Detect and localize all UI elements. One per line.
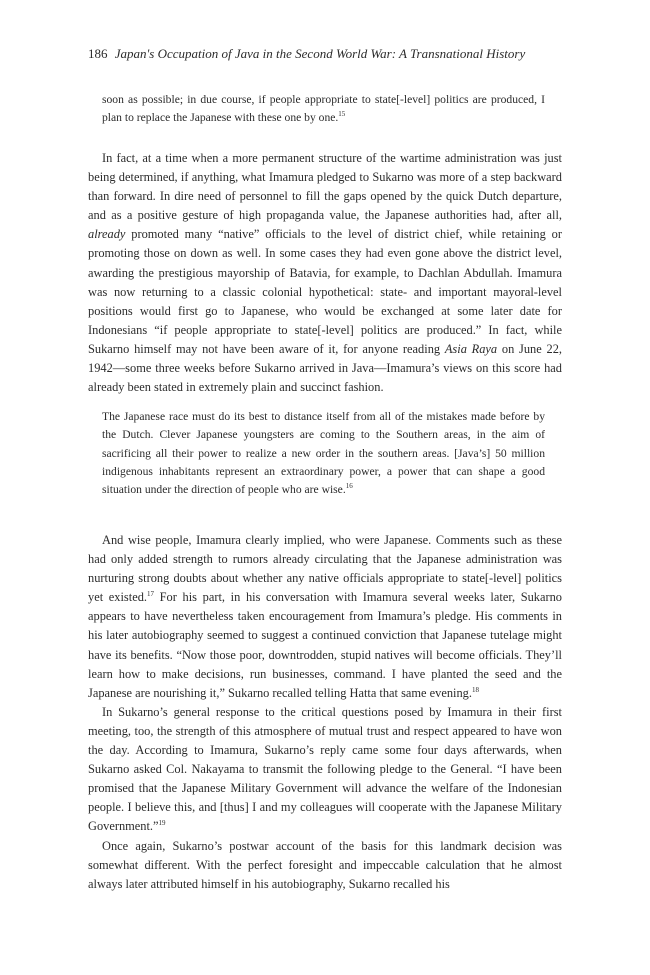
footnote-ref-19: 19 (158, 819, 166, 828)
paragraph-2 (88, 531, 562, 703)
block-quote (102, 408, 545, 499)
paragraph-4-text: Once again, Sukarno’s postwar account of the basis for this landmark decision was somewhat different. With the perfect foresight and impeccable calculation that he almost always later attributed himself in his autobiography, Sukarno recalled his (88, 838, 562, 891)
paragraph-1-text-a: In fact, at a time when a more permanent structure of the wartime administration was just being determined, if anything, what Imamura pledged to Sukarno was more of a step backward than forward. In dire need of personnel to fill the gaps opened by the quick Dutch departure, and as a positive gesture of high propaganda value, the Japanese authorities had, after all, (88, 151, 562, 223)
paragraph-4 (88, 837, 562, 894)
paragraph-1 (88, 149, 562, 397)
paragraph-1-emphasis-already: already (88, 227, 126, 242)
page-number: 186 (88, 46, 108, 61)
body-continuation (88, 531, 562, 894)
footnote-ref-18: 18 (471, 685, 479, 694)
paragraph-2-text-a: And wise people, Imamura clearly implied, who were Japanese. Comments such as these had only added strength to rumors already circulating that the Japanese administration was nurturing strong doubts about whether any native officials appropriate to state[-level] politics yet existed. (88, 533, 562, 605)
paragraph-3-text: In Sukarno’s general response to the critical questions posed by Imamura in their first meeting, too, the strength of this atmosphere of mutual trust and respect appeared to have won the day. According to Imamura, Sukarno’s reply came some four days afterwards, when Sukarno asked Col. Nakayama to transmit the following pledge to the General. “I have been promised that the Japanese Military Government will advance the welfare of the Indonesian people. I believe this, and [thus] I and my colleagues will cooperate with the Japanese Military Government.” (88, 704, 562, 834)
paragraph-1-text-b: promoted many “native” officials to the level of district chief, while retaining or promoting those on down as well. In some cases they had even gone above the district level, awarding the prestigious mayorship of Batavia, for example, to Dachlan Abdullah. Imamura was now returning to a classic colonial hypothetical: state- and important mayoral-level positions would first go to Japanese, who would be exchanged at some later date for Indonesians “if people appropriate to state[-level] politics are produced.” In fact, while Sukarno himself may not have been aware of it, for anyone reading (88, 227, 562, 356)
paragraph-1-emphasis-asia-raya: Asia Raya (444, 341, 498, 356)
block-quote-text: The Japanese race must do its best to distance itself from all of the mistakes made before by the Dutch. Clever Japanese youngsters are coming to the Southern areas, in the aim of sacrificing all their power to realize a new order in the southern areas. [Java’s] 50 million indigenous inhabitants represent an extraordinary power, a power that can shape a good situation under the direction of people who are wise. (102, 410, 545, 497)
footnote-ref-16: 16 (345, 482, 353, 491)
footnote-ref-15: 15 (338, 110, 346, 119)
quote-continuation (102, 91, 545, 128)
footnote-ref-17: 17 (147, 590, 154, 599)
book-title: Japan's Occupation of Java in the Second World War: A Transnational History (114, 46, 526, 61)
running-head (88, 46, 568, 62)
quote-continuation-text: soon as possible; in due course, if people appropriate to state[-level] politics are produced, I plan to replace the Japanese with these one by one. (102, 93, 545, 125)
paragraph-3 (88, 703, 562, 837)
paragraph-2-text-b: For his part, in his conversation with Imamura several weeks later, Sukarno appears to have nevertheless taken encouragement from Imamura’s pledge. His comments in his later autobiography seemed to suggest a continued conviction that Japanese tutelage might have its benefits. “Now those poor, downtrodden, stupid natives will become officials. They’ll learn how to make decisions, run businesses, command. I have planted the seed and the Japanese are nourishing it,” Sukarno recalled telling Hatta that same evening. (88, 590, 562, 700)
paragraph-1-text-c: on June 22, 1942—some three weeks before Sukarno arrived in Java—Imamura’s views on this score had already been stated in extremely plain and succinct fashion. (88, 341, 563, 395)
